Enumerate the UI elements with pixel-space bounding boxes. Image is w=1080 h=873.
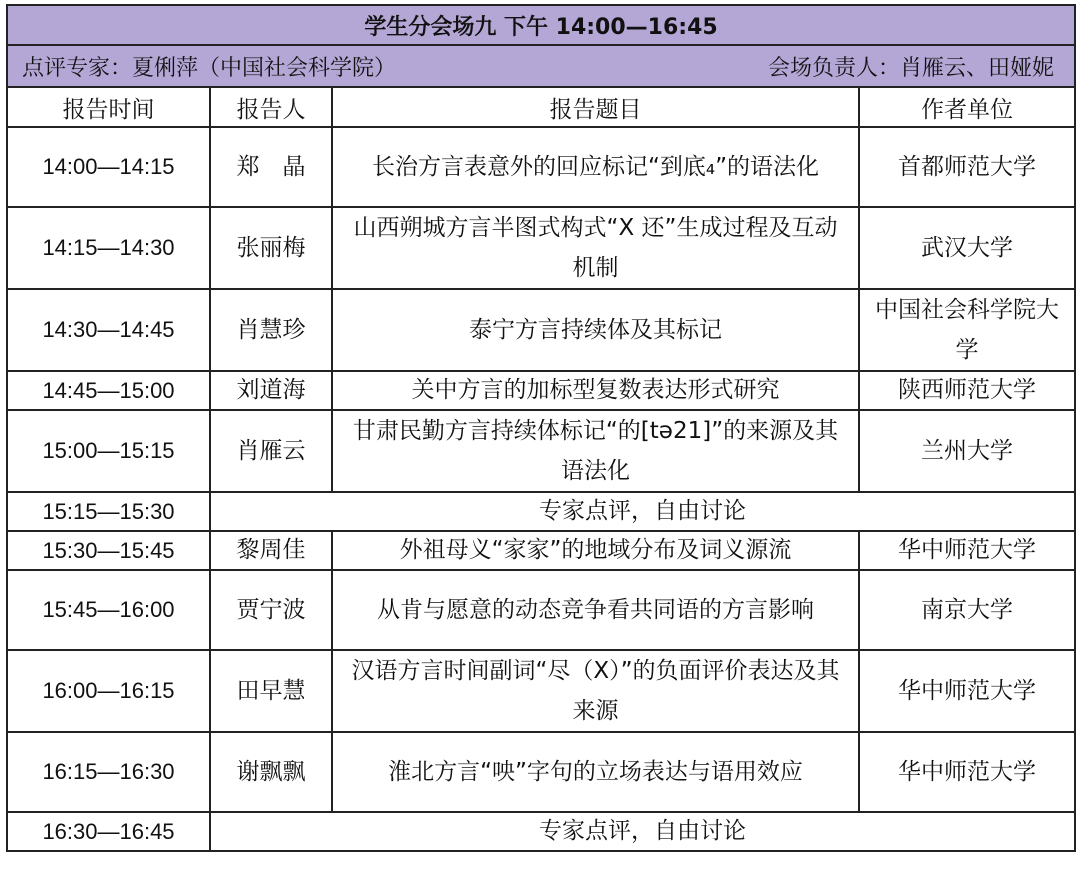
- cell-time: 14:15—14:30: [7, 207, 210, 289]
- cell-affiliation: 陕西师范大学: [859, 371, 1075, 410]
- cell-affiliation: 武汉大学: [859, 207, 1075, 289]
- cell-speaker: 肖慧珍: [210, 289, 332, 371]
- cell-speaker: 郑 晶: [210, 127, 332, 207]
- table-row: [7, 207, 1075, 289]
- column-header-time: 报告时间: [7, 87, 210, 127]
- discussion-row: [7, 812, 1075, 851]
- table-row: [7, 127, 1075, 207]
- cell-topic: 外祖母义“家家”的地域分布及词义源流: [332, 531, 859, 570]
- cell-speaker: 黎周佳: [210, 531, 332, 570]
- cell-affiliation: 首都师范大学: [859, 127, 1075, 207]
- cell-time: 15:30—15:45: [7, 531, 210, 570]
- cell-time: 15:15—15:30: [7, 492, 210, 531]
- table-row: [7, 732, 1075, 812]
- table-row: [7, 650, 1075, 732]
- cell-speaker: 田早慧: [210, 650, 332, 732]
- header-row: [7, 87, 1075, 127]
- cell-time: 16:00—16:15: [7, 650, 210, 732]
- session-info-row: [7, 45, 1075, 87]
- schedule-table: [6, 4, 1076, 852]
- cell-time: 15:00—15:15: [7, 410, 210, 492]
- cell-speaker: 谢飘飘: [210, 732, 332, 812]
- cell-speaker: 肖雁云: [210, 410, 332, 492]
- cell-time: 14:45—15:00: [7, 371, 210, 410]
- column-header-topic: 报告题目: [332, 87, 859, 127]
- cell-discussion: 专家点评，自由讨论: [210, 492, 1075, 531]
- discussion-row: [7, 492, 1075, 531]
- cell-topic: 甘肃民勤方言持续体标记“的[tə21]”的来源及其语法化: [332, 410, 859, 492]
- cell-affiliation: 中国社会科学院大学: [859, 289, 1075, 371]
- cell-time: 14:00—14:15: [7, 127, 210, 207]
- cell-speaker: 贾宁波: [210, 570, 332, 650]
- cell-discussion: 专家点评，自由讨论: [210, 812, 1075, 851]
- table-row: [7, 289, 1075, 371]
- cell-topic: 长治方言表意外的回应标记“到底₄”的语法化: [332, 127, 859, 207]
- cell-topic: 关中方言的加标型复数表达形式研究: [332, 371, 859, 410]
- cell-affiliation: 兰州大学: [859, 410, 1075, 492]
- column-header-affiliation: 作者单位: [859, 87, 1075, 127]
- table-row: [7, 371, 1075, 410]
- column-header-speaker: 报告人: [210, 87, 332, 127]
- cell-speaker: 刘道海: [210, 371, 332, 410]
- cell-topic: 从肯与愿意的动态竞争看共同语的方言影响: [332, 570, 859, 650]
- table-row: [7, 570, 1075, 650]
- cell-topic: 泰宁方言持续体及其标记: [332, 289, 859, 371]
- cell-speaker: 张丽梅: [210, 207, 332, 289]
- cell-time: 16:30—16:45: [7, 812, 210, 851]
- cell-affiliation: 华中师范大学: [859, 531, 1075, 570]
- table-row: [7, 531, 1075, 570]
- table-row: [7, 410, 1075, 492]
- cell-topic: 淮北方言“咉”字句的立场表达与语用效应: [332, 732, 859, 812]
- cell-topic: 汉语方言时间副词“尽（X）”的负面评价表达及其来源: [332, 650, 859, 732]
- cell-topic: 山西朔城方言半图式构式“X 还”生成过程及互动机制: [332, 207, 859, 289]
- session-title: 学生分会场九 下午 14:00—16:45: [7, 5, 1075, 45]
- cell-affiliation: 华中师范大学: [859, 650, 1075, 732]
- cell-time: 14:30—14:45: [7, 289, 210, 371]
- cell-affiliation: 南京大学: [859, 570, 1075, 650]
- cell-time: 16:15—16:30: [7, 732, 210, 812]
- reviewer-label: 点评专家：夏俐萍（中国社会科学院）: [22, 55, 397, 81]
- cell-time: 15:45—16:00: [7, 570, 210, 650]
- organizers-label: 会场负责人：肖雁云、田娅妮: [768, 55, 1055, 81]
- cell-affiliation: 华中师范大学: [859, 732, 1075, 812]
- session-title-row: [7, 5, 1075, 45]
